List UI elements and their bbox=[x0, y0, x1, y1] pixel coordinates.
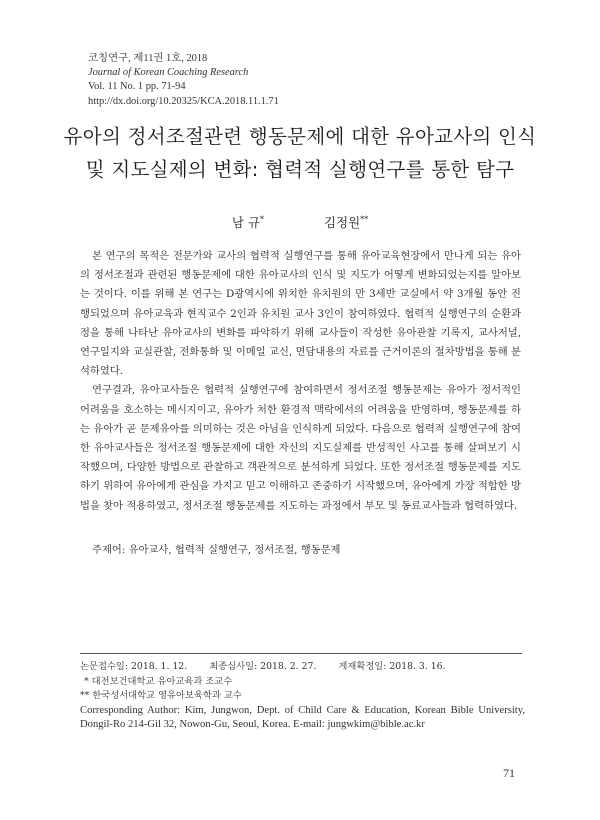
publication-dates bbox=[80, 660, 525, 675]
abstract-paragraph-1: 본 연구의 목적은 전문가와 교사의 협력적 실행연구를 통해 유아교육현장에서 만나게 되는 유아의 정서조절과 관련된 행동문제에 대한 유아교사의 인식 및 지도가 어떻게 변화되었는지를 알아보는 것이다. 이를 위해 본 연구는 D광역시에 위치한 유치원의 만 3세반 교실에서 약 3개월 동안 진행되었으며 유아교육과 현직교수 2인과 유치원 교사 3인이 참여하였다. 협력적 실행연구의 순환과정을 통해 나타난 유아교사의 변화를 파악하기 위해 교사들이 작성한 유아관찰 기록지, 교사저널, 연구일지와 교실관찰, 전화통화 및 이메일 교신, 면담내용의 자료를 근거이론의 절차방법을 통해 분석하였다. bbox=[80, 250, 521, 378]
journal-header bbox=[88, 52, 488, 109]
footnotes bbox=[80, 660, 525, 732]
author-2-affiliation: ** 한국성서대학교 영유아보육학과 교수 bbox=[80, 690, 242, 702]
volume-pages: Vol. 11 No. 1 pp. 71-94 bbox=[88, 81, 186, 93]
author-1-affiliation: * 대전보건대학교 유아교육과 조교수 bbox=[84, 675, 233, 687]
doi-link[interactable]: http://dx.doi.org/10.20325/KCA.2018.11.1.71 bbox=[88, 95, 279, 107]
page-number: 71 bbox=[503, 766, 515, 780]
abstract bbox=[80, 247, 521, 516]
author-2 bbox=[324, 213, 368, 231]
author-list bbox=[0, 213, 600, 231]
footnote-divider bbox=[80, 653, 522, 654]
title-line-2: 및 지도실제의 변화: 협력적 실행연구를 통한 탐구 bbox=[85, 158, 515, 181]
title-line-1: 유아의 정서조절관련 행동문제에 대한 유아교사의 인식 bbox=[63, 125, 537, 148]
author-1-mark: * bbox=[259, 215, 264, 224]
author-1-name: 남 규 bbox=[231, 215, 260, 230]
journal-korean-citation: 코칭연구, 제11권 1호, 2018 bbox=[88, 53, 208, 64]
abstract-paragraph-2: 연구결과, 유아교사들은 협력적 실행연구에 참여하면서 정서조절 행동문제는 유아가 정서적인 어려움을 호소하는 메시지이고, 유아가 처한 환경적 맥락에서의 어려움을 반영하며, 행동문제를 하는 유아가 곧 문제유아를 의미하는 것은 아님을 인식하게 되었다. 다음으로 협력적 실행연구에 참여한 유아교사들은 정서조절 행동문제에 대한 자신의 지도실제를 반성적인 사고를 통해 살펴보기 시작했으며, 다양한 방법으로 관찰하고 객관적으로 분석하게 되었다. 또한 정서조절 행동문제를 지도하기 위하여 유아에게 관심을 가지고 믿고 이해하고 존중하기 시작했으며, 유아에게 가장 적합한 방법을 찾아 적용하였고, 정서조절 행동문제를 지도하는 과정에서 부모 및 동료교사들과 협력하였다. bbox=[80, 384, 521, 512]
author-2-name: 김정원 bbox=[323, 215, 361, 230]
journal-english-name: Journal of Korean Coaching Research bbox=[88, 67, 249, 79]
submitted-date: 논문접수일: 2018. 1. 12. bbox=[80, 661, 188, 672]
author-2-mark: ** bbox=[360, 215, 369, 224]
keywords: 주제어: 유아교사, 협력적 실행연구, 정서조절, 행동문제 bbox=[92, 544, 341, 556]
author-1 bbox=[232, 213, 264, 231]
reviewed-date: 최종심사일: 2018. 2. 27. bbox=[209, 661, 317, 672]
corresponding-author: Corresponding Author: Kim, Jungwon, Dept. of Child Care & Education, Korean Bible University, Dongil-Ro 214-Gil 32, Nowon-Gu, Seoul, Korea. E-mail: jungwkim@bible.ac.kr bbox=[80, 704, 525, 730]
paper-title bbox=[40, 120, 560, 186]
accepted-date: 게재확정일: 2018. 3. 16. bbox=[338, 661, 446, 672]
